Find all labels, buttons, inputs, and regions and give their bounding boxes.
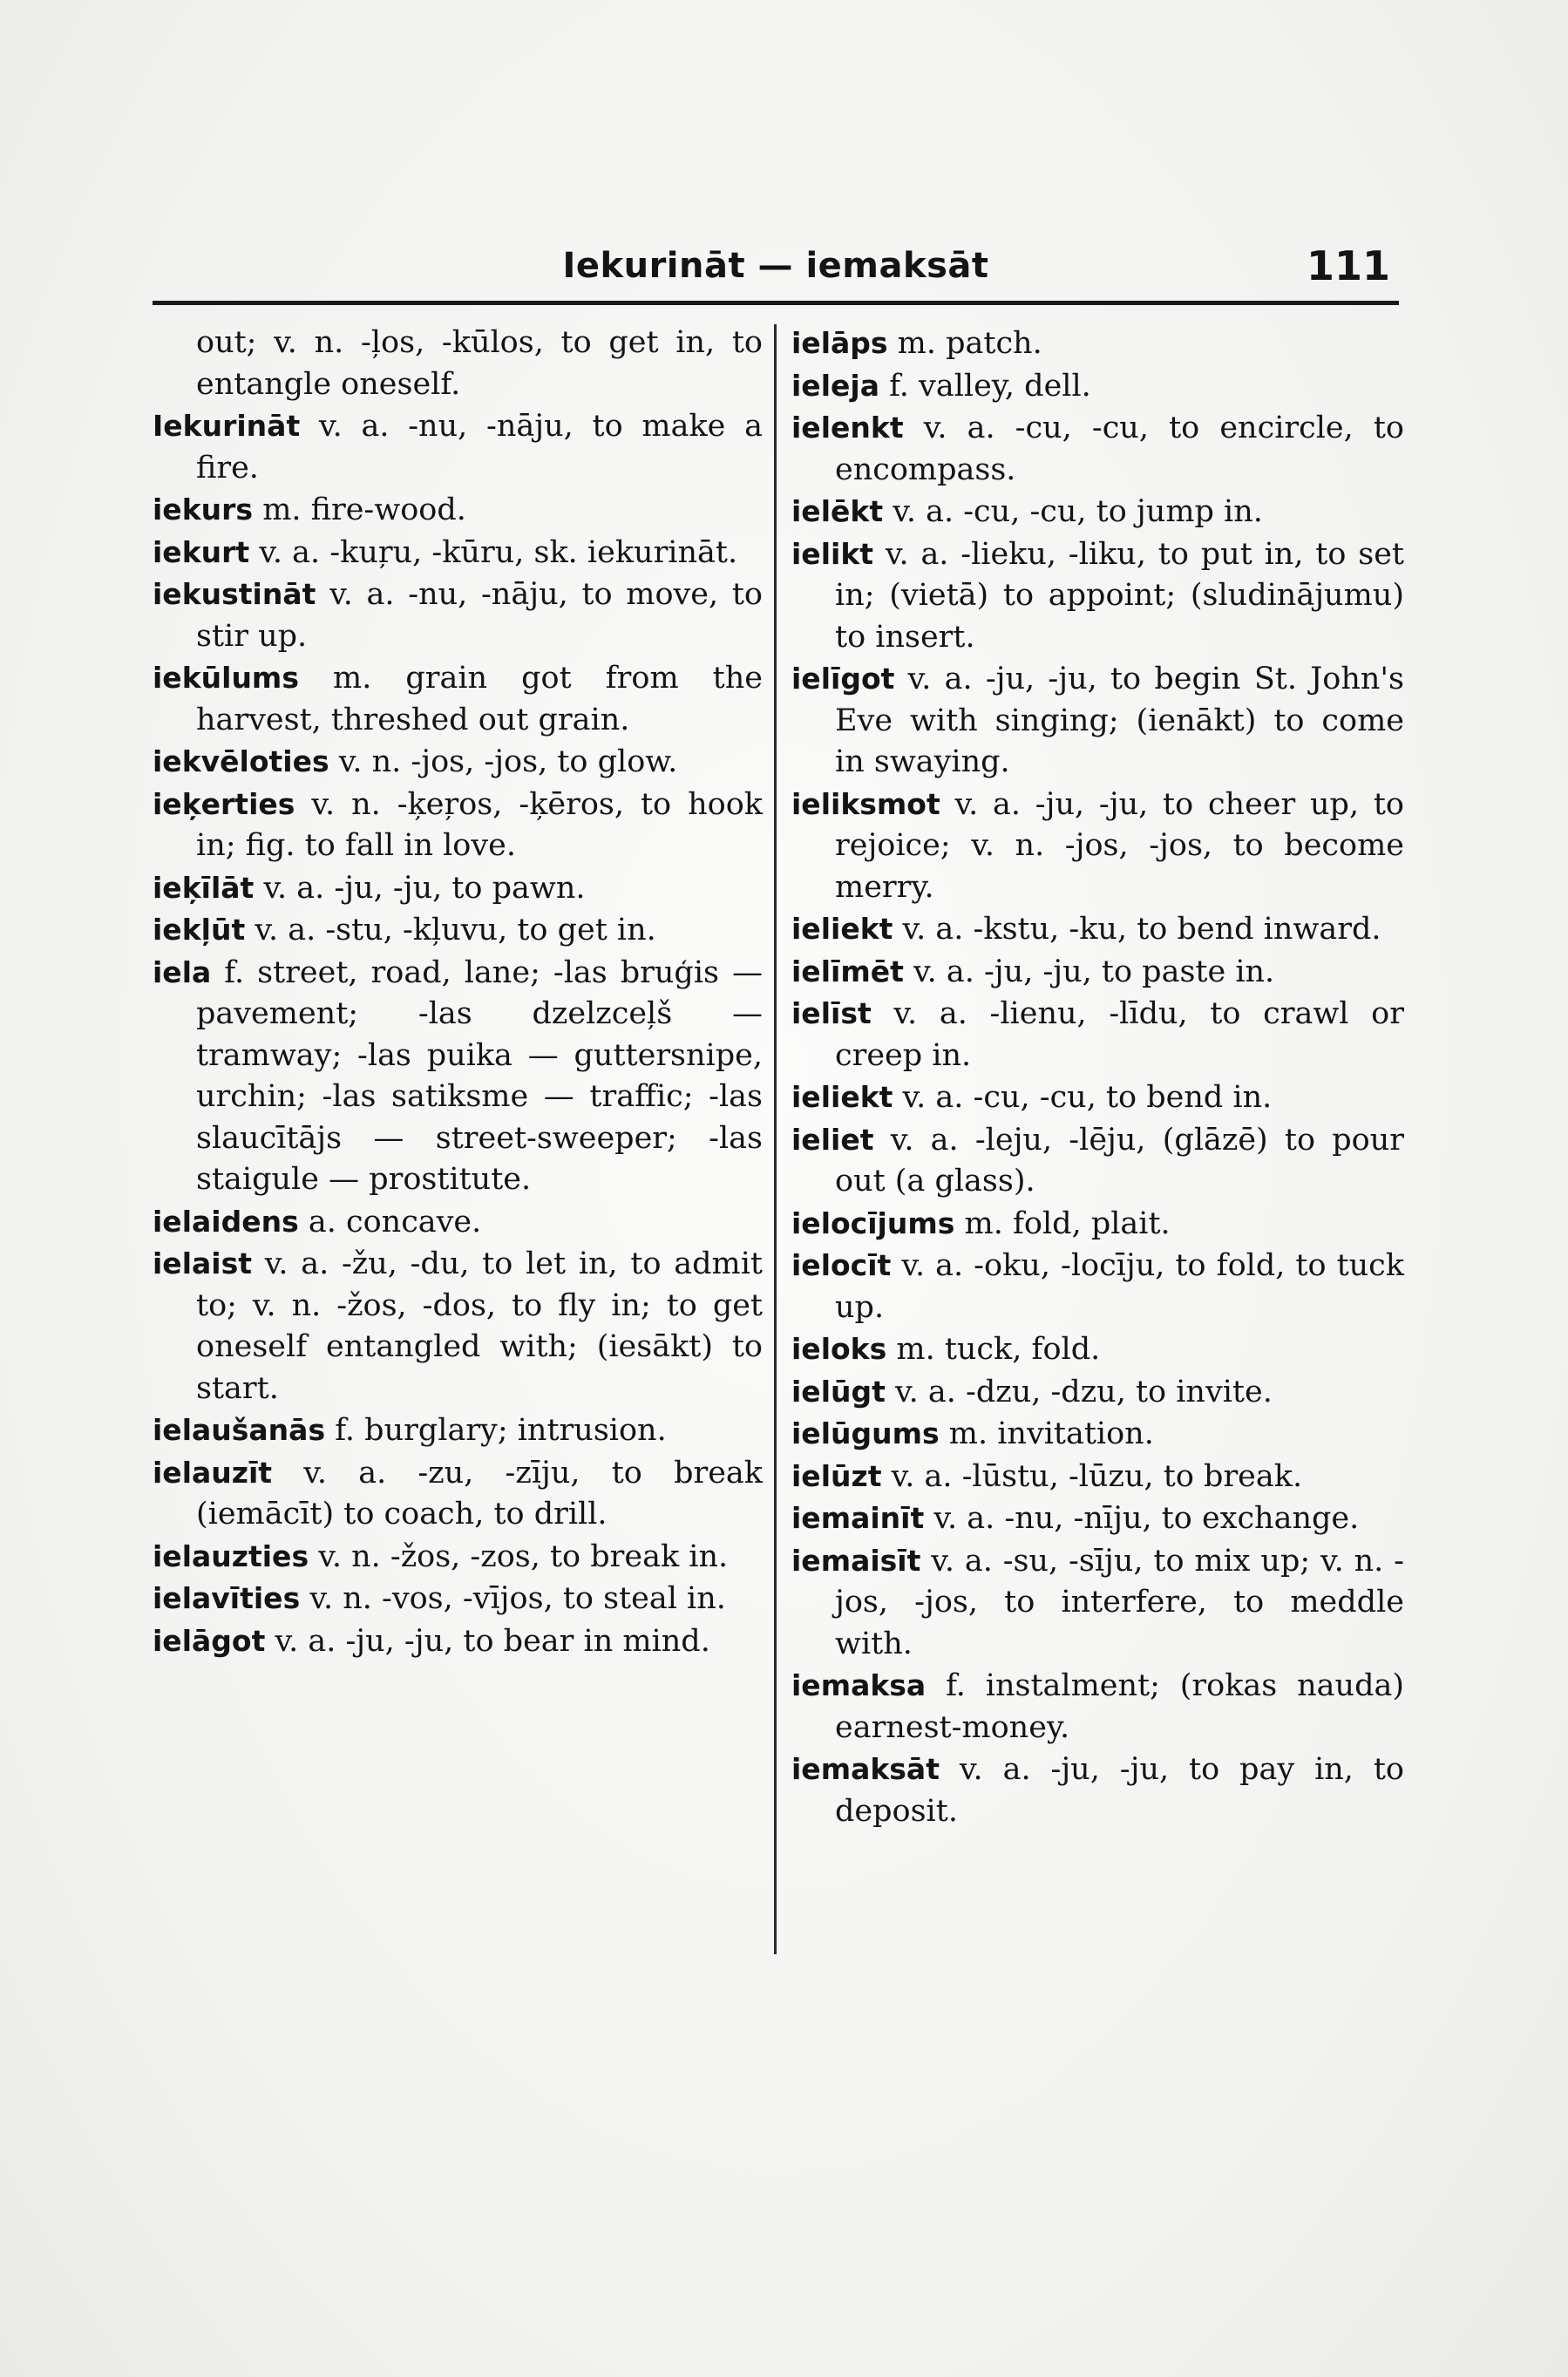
dictionary-entry bbox=[153, 952, 763, 1201]
definition: v. a. -nu, -nīju, to exchange. bbox=[924, 1501, 1360, 1536]
definition: v. a. -kuŗu, -kūru, sk. iekurināt. bbox=[249, 534, 738, 570]
dictionary-entry bbox=[153, 1452, 763, 1536]
headword: ielēkt bbox=[791, 494, 884, 528]
headword: iemaksa bbox=[791, 1668, 927, 1702]
headword: ielauzīt bbox=[153, 1455, 273, 1490]
headword: ielikt bbox=[791, 536, 874, 571]
headword: iemaksāt bbox=[791, 1752, 940, 1786]
dictionary-entry bbox=[791, 951, 1404, 994]
dictionary-entry bbox=[153, 1620, 763, 1663]
definition: m. patch. bbox=[887, 326, 1042, 361]
right-column bbox=[791, 323, 1404, 1832]
headword: iemaisīt bbox=[791, 1543, 921, 1578]
page-header bbox=[153, 242, 1399, 295]
dictionary-entry bbox=[153, 1201, 763, 1244]
dictionary-entry bbox=[153, 1243, 763, 1409]
definition: v. a. -lienu, -līdu, to crawl or creep in. bbox=[835, 996, 1404, 1073]
definition: v. n. -vos, -vījos, to steal in. bbox=[300, 1581, 726, 1616]
definition: v. a. -oku, -locīju, to fold, to tuck up. bbox=[835, 1248, 1404, 1325]
dictionary-entry bbox=[153, 405, 763, 489]
dictionary-entry bbox=[153, 867, 763, 910]
headword: ielavīties bbox=[153, 1581, 301, 1615]
definition: m. fire-wood. bbox=[253, 492, 466, 527]
definition: v. a. -nu, -nāju, to make a fire. bbox=[196, 409, 763, 486]
dictionary-entry bbox=[791, 1203, 1404, 1246]
definition: v. a. -ju, -ju, to cheer up, to rejoice; v. n. -jos, -jos, to become merry. bbox=[835, 786, 1404, 905]
headword: iekustināt bbox=[153, 577, 316, 611]
dictionary-entry bbox=[791, 1076, 1404, 1119]
headword: ieķīlāt bbox=[153, 870, 255, 905]
dictionary-entry bbox=[153, 784, 763, 867]
definition: v. a. -ju, -ju, to begin St. John's Eve with singing; (ienākt) to come in swaying. bbox=[835, 662, 1404, 779]
dictionary-entry bbox=[153, 574, 763, 657]
definition: v. n. -žos, -zos, to break in. bbox=[309, 1538, 729, 1574]
headword: ieliekt bbox=[791, 1080, 893, 1114]
dictionary-entry bbox=[791, 1540, 1404, 1666]
column-divider bbox=[774, 324, 777, 1954]
dictionary-entry bbox=[153, 323, 763, 405]
headword: ieliekt bbox=[791, 912, 893, 946]
dictionary-entry bbox=[791, 1328, 1404, 1371]
headword: ielūgt bbox=[791, 1374, 886, 1409]
definition: m. tuck, fold. bbox=[886, 1332, 1101, 1367]
dictionary-entry bbox=[791, 407, 1404, 491]
definition: f. valley, dell. bbox=[879, 368, 1091, 404]
dictionary-entry bbox=[791, 784, 1404, 909]
definition: f. street, road, lane; -las bruģis — pavement; -las dzelzceļš — tramway; -las puika — guttersnipe, urchin; -las satiksme — traffic; -las slaucītājs — street-sweeper; -las staigule — prostitute. bbox=[196, 954, 763, 1197]
dictionary-entry bbox=[153, 489, 763, 532]
definition: v. a. -žu, -du, to let in, to admit to; v. n. -žos, -dos, to fly in; to get oneself entangled with; (iesākt) to start. bbox=[196, 1246, 763, 1406]
dictionary-entry bbox=[791, 533, 1404, 659]
dictionary-entry bbox=[791, 1456, 1404, 1498]
headword: ielocījums bbox=[791, 1205, 955, 1240]
dictionary-entry bbox=[153, 657, 763, 741]
headword: Iekurināt bbox=[153, 409, 301, 443]
headword: ielīst bbox=[791, 996, 872, 1030]
headword: ielocīt bbox=[791, 1248, 892, 1282]
definition: v. a. -kstu, -ku, to bend inward. bbox=[893, 912, 1381, 947]
headword: ielenkt bbox=[791, 411, 904, 445]
definition: v. a. -cu, -cu, to bend in. bbox=[893, 1080, 1273, 1115]
dictionary-entry bbox=[791, 1119, 1404, 1203]
definition: v. a. -cu, -cu, to jump in. bbox=[883, 494, 1263, 529]
headword: ielaist bbox=[153, 1246, 253, 1280]
headword: ieķerties bbox=[153, 786, 295, 821]
headword: ieliet bbox=[791, 1122, 874, 1157]
definition: v. a. -ju, -ju, to paste in. bbox=[903, 954, 1275, 989]
dictionary-entry bbox=[791, 365, 1404, 408]
definition: v. a. -dzu, -dzu, to invite. bbox=[885, 1374, 1273, 1409]
definition: v. a. -lieku, -liku, to put in, to set in; (vietā) to appoint; (sludinājumu) to insert. bbox=[835, 536, 1404, 655]
header-rule bbox=[153, 301, 1399, 305]
definition: v. n. -ķeŗos, -ķēros, to hook in; fig. to fall in love. bbox=[196, 786, 763, 863]
headword: iekūlums bbox=[153, 661, 299, 695]
dictionary-entry bbox=[153, 1536, 763, 1579]
headword: ielīgot bbox=[791, 662, 895, 696]
dictionary-entry bbox=[791, 1371, 1404, 1414]
dictionary-entry bbox=[791, 491, 1404, 533]
dictionary-entry bbox=[791, 1413, 1404, 1456]
headword: ielāgot bbox=[153, 1623, 266, 1658]
definition: v. a. -leju, -lēju, (glāzē) to pour out (a glass). bbox=[835, 1122, 1404, 1199]
headword: iekurs bbox=[153, 492, 254, 526]
definition: v. a. -zu, -zīju, to break (iemācīt) to coach, to drill. bbox=[196, 1455, 763, 1531]
definition: v. a. -su, -sīju, to mix up; v. n. -jos, -jos, to interfere, to meddle with. bbox=[835, 1543, 1404, 1661]
headword: ielaušanās bbox=[153, 1413, 326, 1447]
headword: iekvēloties bbox=[153, 744, 329, 778]
dictionary-entry bbox=[153, 1409, 763, 1452]
dictionary-entry bbox=[791, 908, 1404, 951]
dictionary-entry bbox=[791, 1245, 1404, 1328]
definition: m. fold, plait. bbox=[954, 1205, 1171, 1241]
headword: ielīmēt bbox=[791, 954, 904, 988]
definition: v. a. -ju, -ju, to pay in, to deposit. bbox=[835, 1752, 1404, 1829]
dictionary-entry bbox=[791, 993, 1404, 1076]
dictionary-entry bbox=[791, 323, 1404, 365]
dictionary-entry bbox=[791, 1498, 1404, 1540]
definition: v. a. -stu, -kļuvu, to get in. bbox=[245, 913, 656, 947]
definition: m. invitation. bbox=[939, 1416, 1154, 1451]
dictionary-entry bbox=[153, 909, 763, 952]
dictionary-entry bbox=[153, 532, 763, 574]
dictionary-entry bbox=[153, 741, 763, 784]
definition: m. grain got from the harvest, threshed out grain. bbox=[196, 661, 763, 737]
dictionary-entry bbox=[153, 1578, 763, 1620]
definition: v. a. -lūstu, -lūzu, to break. bbox=[881, 1458, 1303, 1494]
definition: v. a. -cu, -cu, to encircle, to encompass. bbox=[835, 411, 1404, 487]
page-number: 111 bbox=[1306, 242, 1390, 289]
definition: v. n. -jos, -jos, to glow. bbox=[329, 744, 678, 779]
definition: a. concave. bbox=[298, 1204, 482, 1239]
headword: iemainīt bbox=[791, 1501, 925, 1535]
headword: ielauzties bbox=[153, 1538, 309, 1573]
dictionary-entry bbox=[791, 1749, 1404, 1832]
headword: ielāps bbox=[791, 326, 888, 360]
headword: iekurt bbox=[153, 534, 250, 569]
headword: ieleja bbox=[791, 368, 879, 403]
headword: ieliksmot bbox=[791, 786, 940, 821]
dictionary-entry bbox=[791, 658, 1404, 784]
definition: v. a. -ju, -ju, to bear in mind. bbox=[265, 1623, 710, 1659]
headword: ielūzt bbox=[791, 1458, 882, 1493]
headword: ielaidens bbox=[153, 1204, 299, 1239]
definition: f. burglary; intrusion. bbox=[325, 1413, 667, 1448]
headword: ielūgums bbox=[791, 1416, 940, 1450]
definition: out; v. n. -ļos, -kūlos, to get in, to entangle oneself. bbox=[196, 325, 763, 402]
definition: v. a. -ju, -ju, to pawn. bbox=[254, 870, 586, 906]
left-column bbox=[153, 323, 763, 1662]
definition: f. instalment; (rokas nauda) earnest-money. bbox=[835, 1668, 1404, 1745]
dictionary-entry bbox=[791, 1665, 1404, 1749]
running-head: Iekurināt — iemaksāt bbox=[562, 246, 989, 286]
headword: iela bbox=[153, 954, 212, 989]
definition: v. a. -nu, -nāju, to move, to stir up. bbox=[196, 577, 763, 654]
headword: ieloks bbox=[791, 1332, 887, 1366]
headword: iekļūt bbox=[153, 913, 246, 947]
